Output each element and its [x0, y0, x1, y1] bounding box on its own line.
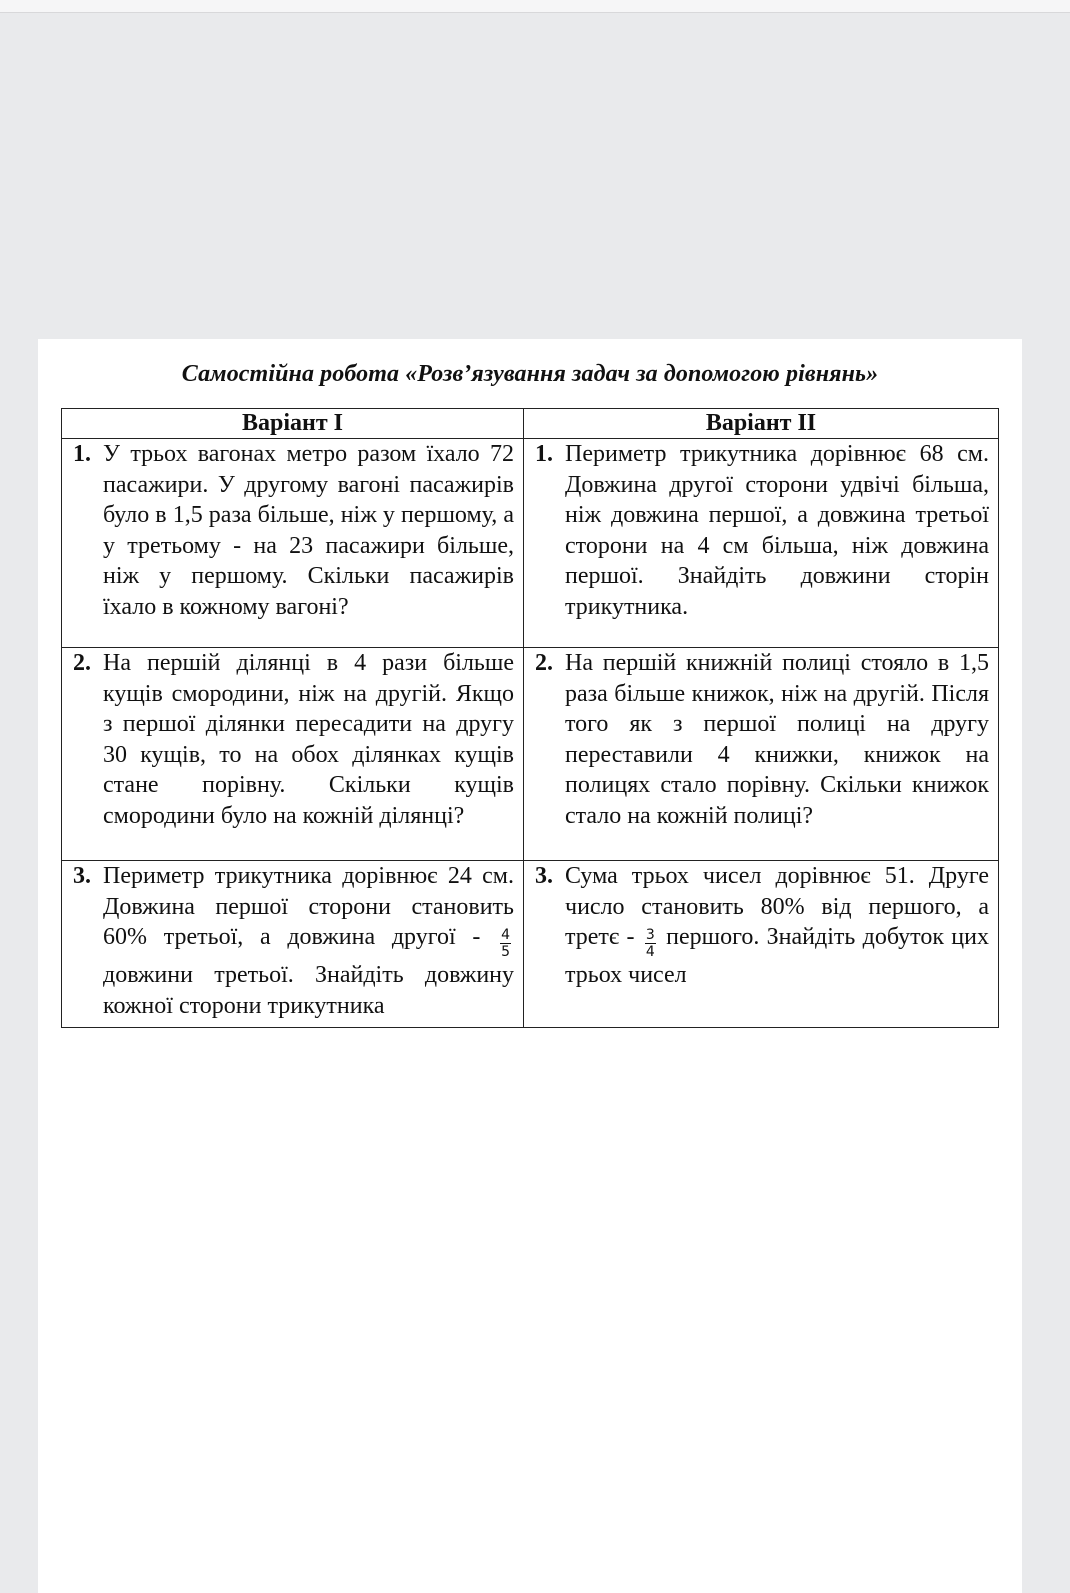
table-header-row	[62, 409, 999, 439]
fraction-numerator: 3	[645, 927, 655, 943]
table-row	[62, 648, 999, 861]
document-title: Самостійна робота «Розв’язування задач за допомогою рівнянь»	[181, 361, 879, 387]
task-v1-1	[62, 439, 523, 622]
task-text: У трьох вагонах метро разом їхало 72 пасажири. У другому вагоні пасажирів було в 1,5 раза більше, ніж у першому, а у третьому - на 23 пасажири більше, ніж у першому. Скільки пасажирів їхало в кожному вагоні?	[103, 441, 514, 620]
fraction-numerator: 4	[501, 927, 510, 943]
fraction-denominator: 5	[501, 944, 510, 960]
task-number: 1.	[535, 441, 553, 467]
header-variant-2: Варіант II	[524, 409, 999, 439]
task-text-after: довжини третьої. Знайдіть довжину кожної сторони трикутника	[103, 962, 514, 1019]
task-v2-2	[524, 648, 998, 831]
viewer-top-bar	[0, 0, 1070, 13]
task-text: На першій ділянці в 4 рази більше кущів смородини, ніж на другій. Якщо з першої ділянки пересадити на другу 30 кущів, то на обох ділянках кущів стане порівну. Скільки кущів смородини було на кожній ділянці?	[103, 650, 514, 829]
tasks-table	[61, 408, 999, 1028]
task-cell-v1-1	[62, 439, 524, 648]
table-row	[62, 439, 999, 648]
fraction	[500, 927, 511, 960]
task-text-before: Сума трьох чисел дорівнює 51. Друге число становить 80% від першого, а третє -	[565, 863, 989, 950]
fraction-denominator: 4	[645, 944, 655, 960]
task-number: 1.	[73, 441, 91, 467]
task-number: 2.	[73, 650, 91, 676]
task-number: 3.	[535, 863, 553, 889]
task-v2-1	[524, 439, 998, 622]
task-v1-2	[62, 648, 523, 831]
task-text	[565, 861, 989, 991]
task-text-before: Периметр трикутника дорівнює 24 см. Довжина першої сторони становить 60% третьої, а довжина другої -	[103, 863, 514, 950]
table-row	[62, 861, 999, 1028]
task-text	[103, 861, 514, 1021]
task-number: 3.	[73, 863, 91, 889]
task-cell-v2-1	[524, 439, 999, 648]
task-cell-v1-3	[62, 861, 524, 1028]
task-text: На першій книжній полиці стояло в 1,5 раза більше книжок, ніж на другій. Після того як з першої полиці на другу переставили 4 книжки, книжок на полицях стало порівну. Скільки книжок стало на кожній полиці?	[565, 650, 989, 829]
task-text-after: першого. Знайдіть добуток цих трьох чисел	[565, 924, 989, 988]
task-number: 2.	[535, 650, 553, 676]
task-cell-v1-2	[62, 648, 524, 861]
task-v2-3	[524, 861, 998, 991]
task-text: Периметр трикутника дорівнює 68 см. Довжина другої сторони удвічі більша, ніж довжина першої, а довжина третьої сторони на 4 см більша, ніж довжина першої. Знайдіть довжини сторін трикутника.	[565, 441, 989, 620]
task-cell-v2-2	[524, 648, 999, 861]
task-cell-v2-3	[524, 861, 999, 1028]
header-variant-1: Варіант I	[62, 409, 524, 439]
fraction	[645, 927, 656, 960]
task-v1-3	[62, 861, 523, 1021]
document-page	[38, 339, 1022, 1593]
